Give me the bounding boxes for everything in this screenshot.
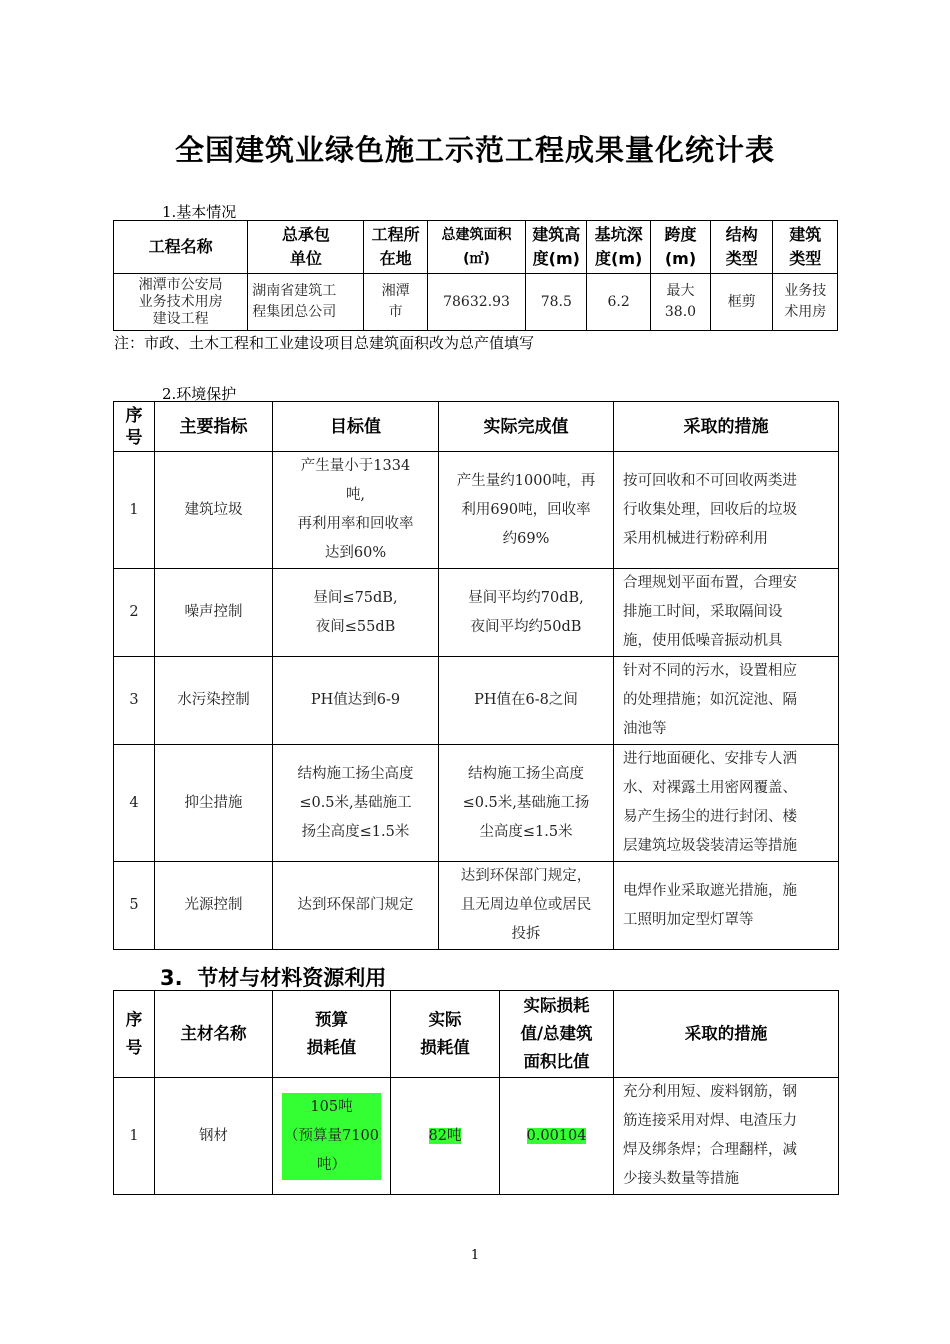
actual-cell: 昼间平均约70dB, 夜间平均约50dB (439, 569, 614, 657)
measures-cell: 进行地面硬化、安排专人洒 水、对裸露土用密网覆盖、 易产生扬尘的进行封闭、楼 层建筑垃圾袋装清运等措施 (614, 745, 839, 862)
basic-info-table (113, 220, 838, 331)
header-cell: 目标值 (273, 402, 439, 452)
page-number: 1 (470, 1248, 480, 1263)
contractor-cell: 湖南省建筑工 程集团总公司 (248, 274, 364, 331)
header-cell: 主材名称 (155, 991, 273, 1078)
header-cell: 总建筑面积 (㎡) (427, 221, 525, 274)
target-cell: 达到环保部门规定 (273, 862, 439, 950)
table-row (114, 657, 839, 745)
table-row (114, 274, 838, 331)
header-cell: 实际 损耗值 (391, 991, 500, 1078)
header-cell: 实际完成值 (439, 402, 614, 452)
actual-loss-value: 82吨 (428, 1127, 462, 1144)
measures-cell: 电焊作业采取遮光措施，施 工照明加定型灯罩等 (614, 862, 839, 950)
row-number: 1 (114, 1078, 155, 1195)
actual-cell: 产生量约1000吨，再 利用690吨，回收率 约69% (439, 452, 614, 569)
actual-cell: 达到环保部门规定， 且无周边单位或居民 投拆 (439, 862, 614, 950)
materials-table (113, 990, 839, 1195)
table-header-row (114, 402, 839, 452)
header-cell: 采取的措施 (614, 991, 839, 1078)
actual-cell: 结构施工扬尘高度 ≤0.5米,基础施工扬 尘高度≤1.5米 (439, 745, 614, 862)
row-number: 2 (114, 569, 155, 657)
page-title: 全国建筑业绿色施工示范工程成果量化统计表 (174, 133, 775, 167)
budget-loss-cell (273, 1078, 391, 1195)
table-row (114, 745, 839, 862)
row-number: 1 (114, 452, 155, 569)
table-row (114, 862, 839, 950)
row-number: 3 (114, 657, 155, 745)
indicator-cell: 水污染控制 (155, 657, 273, 745)
project-name-cell: 湘潭市公安局 业务技术用房 建设工程 (114, 274, 248, 331)
target-cell: PH值达到6-9 (273, 657, 439, 745)
target-cell: 结构施工扬尘高度 ≤0.5米,基础施工 扬尘高度≤1.5米 (273, 745, 439, 862)
header-cell: 序 号 (114, 991, 155, 1078)
header-cell: 预算 损耗值 (273, 991, 391, 1078)
actual-cell: PH值在6-8之间 (439, 657, 614, 745)
table-row (114, 569, 839, 657)
header-cell: 工程名称 (114, 221, 248, 274)
header-cell: 建筑 类型 (773, 221, 838, 274)
table-header-row (114, 991, 839, 1078)
target-cell: 昼间≤75dB, 夜间≤55dB (273, 569, 439, 657)
header-cell: 工程所 在地 (364, 221, 427, 274)
height-cell: 78.5 (526, 274, 587, 331)
row-number: 4 (114, 745, 155, 862)
measures-cell: 按可回收和不可回收两类进 行收集处理，回收后的垃圾 采用机械进行粉碎利用 (614, 452, 839, 569)
measures-cell: 针对不同的污水，设置相应 的处理措施；如沉淀池、隔 油池等 (614, 657, 839, 745)
table-header-row (114, 221, 838, 274)
row-number: 5 (114, 862, 155, 950)
header-cell: 采取的措施 (614, 402, 839, 452)
location-cell: 湘潭 市 (364, 274, 427, 331)
environment-table (113, 401, 839, 950)
measures-cell: 合理规划平面布置，合理安 排施工时间，采取隔间设 施，使用低噪音振动机具 (614, 569, 839, 657)
building-type-cell: 业务技 术用房 (773, 274, 838, 331)
structure-type-cell: 框剪 (711, 274, 773, 331)
budget-loss-value: 105吨 （预算量7100 吨） (282, 1093, 381, 1180)
area-cell: 78632.93 (427, 274, 525, 331)
header-cell: 结构 类型 (711, 221, 773, 274)
header-cell: 基坑深 度(m) (587, 221, 650, 274)
material-name-cell: 钢材 (155, 1078, 273, 1195)
header-cell: 总承包 单位 (248, 221, 364, 274)
span-cell: 最大 38.0 (650, 274, 710, 331)
pit-depth-cell: 6.2 (587, 274, 650, 331)
loss-ratio-value: 0.00104 (526, 1127, 587, 1144)
header-cell: 跨度 (m) (650, 221, 710, 274)
indicator-cell: 光源控制 (155, 862, 273, 950)
table-row (114, 452, 839, 569)
table-row (114, 1078, 839, 1195)
note-text: 注：市政、土木工程和工业建设项目总建筑面积改为总产值填写 (114, 334, 535, 352)
section2-label: 2.环境保护 (162, 385, 237, 403)
header-cell: 序 号 (114, 402, 155, 452)
indicator-cell: 抑尘措施 (155, 745, 273, 862)
header-cell: 实际损耗 值/总建筑 面积比值 (500, 991, 614, 1078)
indicator-cell: 噪声控制 (155, 569, 273, 657)
indicator-cell: 建筑垃圾 (155, 452, 273, 569)
target-cell: 产生量小于1334 吨, 再利用率和回收率 达到60% (273, 452, 439, 569)
section1-label: 1.基本情况 (162, 203, 237, 221)
header-cell: 主要指标 (155, 402, 273, 452)
measures-cell: 充分利用短、废料钢筋，钢 筋连接采用对焊、电渣压力 焊及绑条焊；合理翻样，减 少接头数量等措施 (614, 1078, 839, 1195)
loss-ratio-cell (500, 1078, 614, 1195)
section3-heading: 3. 节材与材料资源利用 (160, 966, 387, 990)
actual-loss-cell (391, 1078, 500, 1195)
header-cell: 建筑高 度(m) (526, 221, 587, 274)
